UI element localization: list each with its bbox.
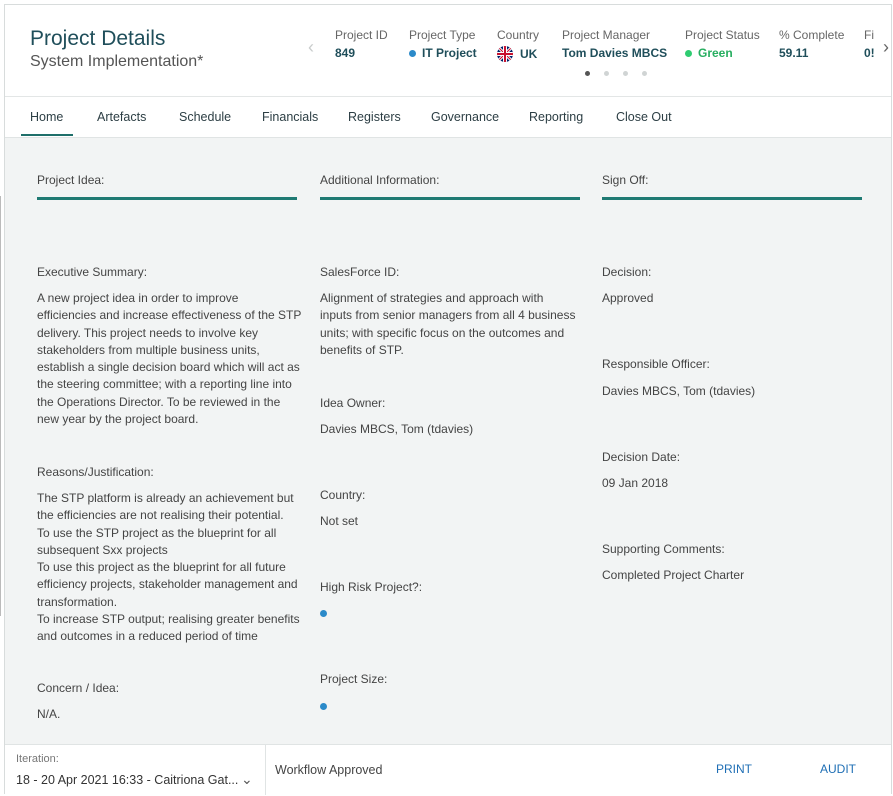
meta-value: Tom Davies MBCS	[562, 46, 668, 60]
text-line: units; with specific focus on the outcomes and	[320, 325, 565, 340]
decision-label: Decision:	[602, 265, 652, 279]
text-line: benefits of STP.	[320, 342, 404, 357]
text-line: To increase STP output; realising greater benefits	[37, 612, 300, 627]
meta-value: Green	[698, 46, 733, 60]
meta-label: Project ID	[335, 28, 388, 42]
tab-bar	[5, 97, 891, 138]
meta-project-manager	[562, 28, 667, 60]
meta-label: % Complete	[779, 28, 845, 42]
meta-percent-complete	[779, 28, 844, 60]
responsible-officer-value: Davies MBCS, Tom (tdavies)	[602, 384, 756, 398]
iteration-label: Iteration:	[16, 753, 59, 765]
meta-label: Fi	[864, 28, 874, 42]
idea-owner-label: Idea Owner:	[320, 396, 386, 410]
chevron-left-icon[interactable]: ‹	[308, 37, 314, 57]
page-subtitle: System Implementation*	[30, 53, 204, 70]
project-idea-heading: Project Idea:	[37, 173, 105, 187]
text-line: transformation.	[37, 594, 118, 609]
text-line: subsequent Sxx projects	[37, 542, 168, 557]
meta-label: Project Status	[685, 28, 760, 42]
decision-value: Approved	[602, 291, 654, 305]
meta-value: IT Project	[422, 46, 477, 60]
page-title: Project Details	[30, 27, 166, 50]
text-line: the steering committee; with a reporting line into	[37, 377, 292, 392]
uk-flag-icon	[497, 46, 513, 62]
project-size-label: Project Size:	[320, 672, 388, 686]
concern-value: N/A.	[37, 707, 61, 721]
sign-off-heading: Sign Off:	[602, 173, 649, 187]
text-line: the Operations Director. To be reviewed in the	[37, 394, 281, 409]
text-line: The STP platform is already an achievement but	[37, 491, 294, 505]
project-size-dot-icon	[320, 703, 327, 710]
high-risk-dot-icon	[320, 610, 327, 617]
tab-home[interactable]: Home	[30, 110, 64, 124]
tab-close-out[interactable]: Close Out	[616, 110, 672, 124]
meta-project-status	[685, 28, 760, 60]
project-header	[5, 5, 891, 97]
workflow-status: Workflow Approved	[275, 763, 383, 777]
project-details-panel	[4, 4, 892, 794]
country-value: Not set	[320, 514, 359, 528]
supporting-comments-value: Completed Project Charter	[602, 568, 745, 582]
meta-truncated	[864, 28, 876, 60]
text-line: stakeholders from multiple business units,	[37, 342, 260, 357]
text-line: inputs from senior managers from all 4 business	[320, 308, 576, 323]
meta-pager	[585, 71, 647, 76]
meta-project-id	[335, 28, 388, 60]
meta-label: Project Manager	[562, 28, 651, 42]
iteration-select[interactable]: 18 - 20 Apr 2021 16:33 - Caitriona Gat...	[16, 773, 239, 787]
meta-value: 59.11	[779, 46, 809, 60]
text-line: new year by the project board.	[37, 412, 199, 427]
executive-summary-text	[37, 290, 307, 428]
supporting-comments-label: Supporting Comments:	[602, 542, 725, 556]
salesforce-id-label: SalesForce ID:	[320, 265, 400, 279]
footer-divider	[265, 745, 266, 795]
high-risk-label: High Risk Project?:	[320, 580, 423, 594]
concern-label: Concern / Idea:	[37, 681, 120, 695]
chevron-right-icon[interactable]: ›	[883, 37, 889, 57]
text-line: efficiency projects, stakeholder management and	[37, 577, 298, 592]
decision-date-value: 09 Jan 2018	[602, 476, 669, 490]
reasons-text	[37, 490, 307, 646]
active-tab-indicator	[21, 134, 73, 136]
text-line: Alignment of strategies and approach with	[320, 291, 544, 305]
footer-bar	[5, 744, 891, 795]
tab-registers[interactable]: Registers	[348, 110, 401, 124]
pager-dot[interactable]	[604, 71, 609, 76]
text-line: and outcomes in a reduced period of time	[37, 629, 258, 644]
text-line: delivery. This project needs to involve key	[37, 325, 258, 340]
text-line: efficiencies and increase effectiveness of the STP	[37, 308, 302, 323]
meta-project-type	[409, 28, 477, 60]
pager-dot[interactable]	[642, 71, 647, 76]
text-line: To use this project as the blueprint for all future	[37, 560, 286, 575]
tab-schedule[interactable]: Schedule	[179, 110, 232, 124]
additional-info-heading: Additional Information:	[320, 173, 440, 187]
decision-date-label: Decision Date:	[602, 450, 681, 464]
meta-label: Country	[497, 28, 540, 42]
text-line: A new project idea in order to improve	[37, 291, 239, 305]
sign-off-rule	[602, 197, 862, 200]
text-line: To use the STP project as the blueprint for all	[37, 525, 277, 540]
salesforce-id-text	[320, 290, 590, 359]
print-button[interactable]: PRINT	[716, 762, 752, 776]
pager-dot[interactable]	[623, 71, 628, 76]
executive-summary-label: Executive Summary:	[37, 265, 148, 279]
country-label: Country:	[320, 488, 366, 502]
text-line: the efficiencies are not realising their potential.	[37, 508, 284, 523]
meta-value: 0!	[864, 46, 875, 60]
additional-info-rule	[320, 197, 580, 200]
chevron-down-icon[interactable]: ⌄	[241, 771, 253, 787]
tab-governance[interactable]: Governance	[431, 110, 500, 124]
meta-value: 849	[335, 46, 356, 60]
meta-value: UK	[520, 47, 538, 61]
blue-dot-icon	[409, 50, 416, 57]
idea-owner-value: Davies MBCS, Tom (tdavies)	[320, 422, 474, 436]
project-idea-rule	[37, 197, 297, 200]
tab-artefacts[interactable]: Artefacts	[97, 110, 147, 124]
tab-financials[interactable]: Financials	[262, 110, 319, 124]
meta-label: Project Type	[409, 28, 476, 42]
responsible-officer-label: Responsible Officer:	[602, 357, 710, 371]
reasons-label: Reasons/Justification:	[37, 465, 154, 479]
green-dot-icon	[685, 50, 692, 57]
audit-button[interactable]: AUDIT	[820, 762, 856, 776]
pager-dot[interactable]	[585, 71, 590, 76]
text-line: establish a single decision board which will act as	[37, 360, 300, 375]
tab-reporting[interactable]: Reporting	[529, 110, 584, 124]
meta-country	[497, 28, 539, 62]
